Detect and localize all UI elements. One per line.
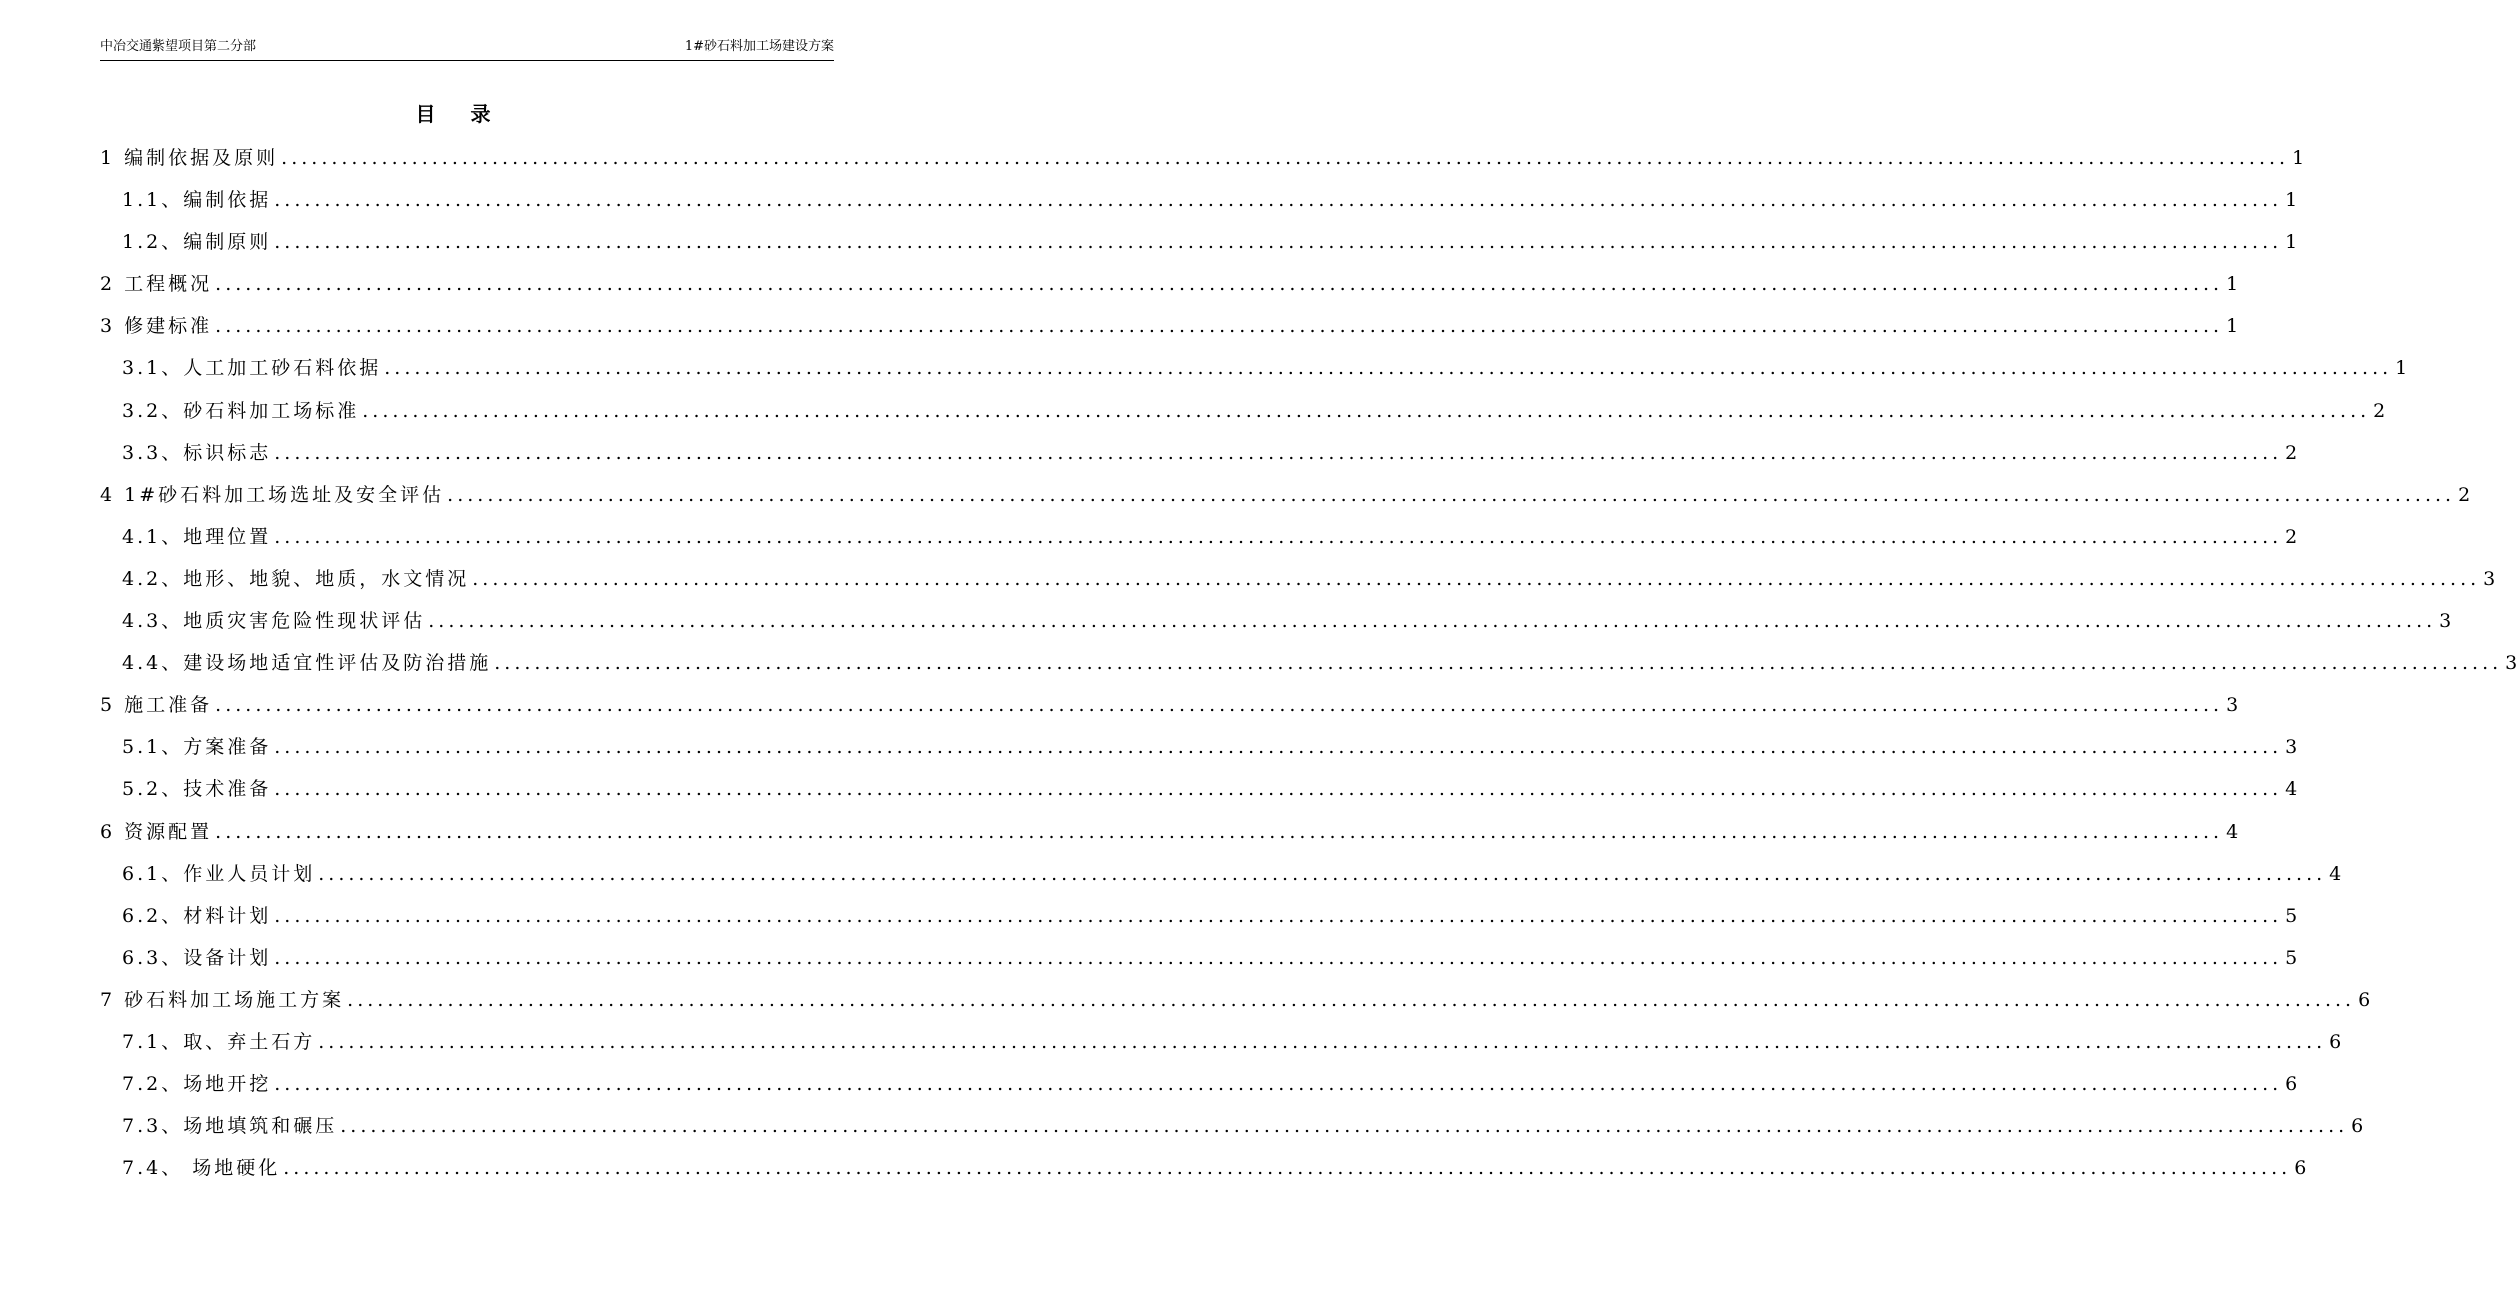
toc-entry-label: 技术准备 [183,778,272,801]
toc-entry-number: 3.3、 [122,441,184,464]
toc-entry[interactable] [100,856,2342,898]
toc-entry-label: 标识标志 [183,441,272,464]
toc-entry-number: 3.2、 [122,399,184,422]
toc-entry-page-number: 1 [2226,315,2239,338]
toc-entry-page-number: 1 [2285,189,2298,212]
toc-entry-number: 6 [100,820,125,843]
toc-entry[interactable] [100,140,2305,182]
toc-entry-label: 场地开挖 [183,1073,272,1096]
toc-entry-page-number: 3 [2285,736,2298,759]
toc-entry-label: 施工准备 [124,694,213,717]
toc-entry-label: 场地硬化 [183,1157,281,1180]
toc-entry-label: 地形、地貌、地质，水文情况 [183,567,470,590]
header-project-name: 中冶交通紫望项目第二分部 [100,39,257,54]
toc-entry-number: 1.2、 [122,231,184,254]
toc-entry-number: 5.1、 [122,736,184,759]
toc-entry-number: 7.2、 [122,1073,184,1096]
toc-dot-leader: ........................................................................................................................................................................................................ [340,1115,2349,1138]
toc-dot-leader: ........................................................................................................................................................................................................ [428,610,2437,633]
toc-entry-number: 4 [100,483,125,506]
toc-entry-label: 砂石料加工场施工方案 [124,988,345,1011]
toc-entry-label: 场地填筑和碾压 [183,1115,338,1138]
toc-entry-number: 3 [100,315,125,338]
toc-entry-number: 5.2、 [122,778,184,801]
toc-entry-number: 7.1、 [122,1030,184,1053]
toc-dot-leader: ........................................................................................................................................................................................................ [274,946,2283,969]
toc-dot-leader: ........................................................................................................................................................................................................ [274,778,2283,801]
toc-entry-page-number: 1 [2292,147,2305,169]
toc-entry-page-number: 3 [2505,652,2517,675]
toc-entry-label: 编制依据及原则 [124,147,279,169]
toc-entry[interactable] [100,561,2496,603]
toc-entry-number: 3.1、 [122,357,184,380]
toc-entry-label: 编制依据 [183,189,272,212]
toc-entry[interactable] [100,1024,2342,1066]
table-of-contents [100,140,2517,1192]
toc-entry-page-number: 6 [2285,1073,2298,1096]
toc-entry-number: 1 [100,147,125,169]
toc-dot-leader: ........................................................................................................................................................................................................ [384,357,2393,380]
toc-dot-leader: ........................................................................................................................................................................................................ [274,525,2283,548]
toc-entry-page-number: 5 [2285,946,2298,969]
toc-entry[interactable] [100,266,2239,308]
toc-entry-page-number: 4 [2226,820,2239,843]
toc-entry-number: 1.1、 [122,189,184,212]
page-header [100,36,834,61]
toc-entry-page-number: 1 [2285,231,2298,254]
toc-entry-label: 砂石料加工场标准 [183,399,360,422]
toc-entry-number: 6.2、 [122,904,184,927]
toc-dot-leader: ........................................................................................................................................................................................................ [274,904,2283,927]
toc-title: 目 录 [415,102,505,126]
toc-entry-label: 资源配置 [124,820,213,843]
toc-entry-label: 建设场地适宜性评估及防治措施 [183,652,492,675]
toc-dot-leader: ........................................................................................................................................................................................................ [494,652,2503,675]
toc-entry-page-number: 3 [2483,567,2496,590]
toc-entry[interactable] [100,603,2452,645]
toc-entry-page-number: 4 [2285,778,2298,801]
toc-entry-page-number: 6 [2351,1115,2364,1138]
toc-entry[interactable] [100,308,2239,350]
toc-dot-leader: ........................................................................................................................................................................................................ [318,1030,2327,1053]
toc-dot-leader: ........................................................................................................................................................................................................ [215,273,2224,296]
toc-entry[interactable] [100,435,2298,477]
toc-entry[interactable] [100,940,2298,982]
toc-entry[interactable] [100,519,2298,561]
toc-dot-leader: ........................................................................................................................................................................................................ [347,988,2356,1011]
toc-entry-number: 4.2、 [122,567,184,590]
toc-dot-leader: ........................................................................................................................................................................................................ [274,736,2283,759]
toc-entry[interactable] [100,771,2298,813]
toc-entry[interactable] [100,393,2386,435]
toc-entry-label: 1#砂石料加工场选址及安全评估 [124,483,445,506]
toc-dot-leader: ........................................................................................................................................................................................................ [281,147,2290,169]
toc-entry-label: 人工加工砂石料依据 [183,357,382,380]
header-document-title: 1#砂石料加工场建设方案 [684,39,834,54]
toc-entry-label: 地质灾害危险性现状评估 [183,610,426,633]
toc-entry[interactable] [100,1066,2298,1108]
toc-entry-label: 取、弃土石方 [183,1030,316,1053]
toc-entry-page-number: 6 [2329,1030,2342,1053]
toc-entry-number: 7.3、 [122,1115,184,1138]
toc-dot-leader: ........................................................................................................................................................................................................ [274,1073,2283,1096]
toc-entry-label: 设备计划 [183,946,272,969]
toc-entry-page-number: 2 [2373,399,2386,422]
toc-dot-leader: ........................................................................................................................................................................................................ [362,399,2371,422]
toc-entry-number: 6.1、 [122,862,184,885]
toc-entry-number: 4.3、 [122,610,184,633]
toc-entry[interactable] [100,477,2471,519]
toc-dot-leader: ........................................................................................................................................................................................................ [274,441,2283,464]
toc-entry-number: 7.4、 [122,1157,184,1180]
toc-entry[interactable] [100,224,2298,266]
toc-entry-number: 2 [100,273,125,296]
toc-entry-label: 地理位置 [183,525,272,548]
toc-entry-number: 4.4、 [122,652,184,675]
toc-entry-label: 方案准备 [183,736,272,759]
toc-entry-label: 编制原则 [183,231,272,254]
toc-entry[interactable] [100,814,2239,856]
toc-entry-page-number: 6 [2294,1157,2307,1180]
toc-entry-page-number: 6 [2358,988,2371,1011]
toc-entry-number: 7 [100,988,125,1011]
toc-entry-number: 6.3、 [122,946,184,969]
toc-entry-number: 4.1、 [122,525,184,548]
toc-entry[interactable] [100,898,2298,940]
toc-entry-label: 修建标准 [124,315,213,338]
toc-dot-leader: ........................................................................................................................................................................................................ [215,315,2224,338]
toc-dot-leader: ........................................................................................................................................................................................................ [274,231,2283,254]
toc-entry-number: 5 [100,694,125,717]
toc-entry-label: 工程概况 [124,273,213,296]
toc-entry-page-number: 2 [2285,441,2298,464]
toc-dot-leader: ........................................................................................................................................................................................................ [447,483,2456,506]
toc-dot-leader: ........................................................................................................................................................................................................ [274,189,2283,212]
toc-entry-page-number: 3 [2226,694,2239,717]
toc-entry[interactable] [100,350,2408,392]
toc-entry[interactable] [100,982,2371,1024]
toc-entry-page-number: 5 [2285,904,2298,927]
toc-entry-label: 材料计划 [183,904,272,927]
toc-entry[interactable] [100,182,2298,224]
toc-entry-page-number: 1 [2226,273,2239,296]
toc-dot-leader: ........................................................................................................................................................................................................ [215,820,2224,843]
toc-dot-leader: ........................................................................................................................................................................................................ [472,567,2481,590]
toc-entry-page-number: 2 [2285,525,2298,548]
toc-entry[interactable] [100,1108,2364,1150]
toc-dot-leader: ........................................................................................................................................................................................................ [215,694,2224,717]
toc-entry-label: 作业人员计划 [183,862,316,885]
toc-dot-leader: ........................................................................................................................................................................................................ [318,862,2327,885]
toc-entry-page-number: 1 [2395,357,2408,380]
toc-entry[interactable] [100,645,2517,687]
toc-entry[interactable] [100,687,2239,729]
toc-dot-leader: ........................................................................................................................................................................................................ [283,1157,2292,1180]
toc-entry-page-number: 2 [2458,483,2471,506]
toc-entry[interactable] [100,729,2298,771]
toc-entry[interactable] [100,1150,2307,1192]
toc-entry-page-number: 4 [2329,862,2342,885]
toc-entry-page-number: 3 [2439,610,2452,633]
